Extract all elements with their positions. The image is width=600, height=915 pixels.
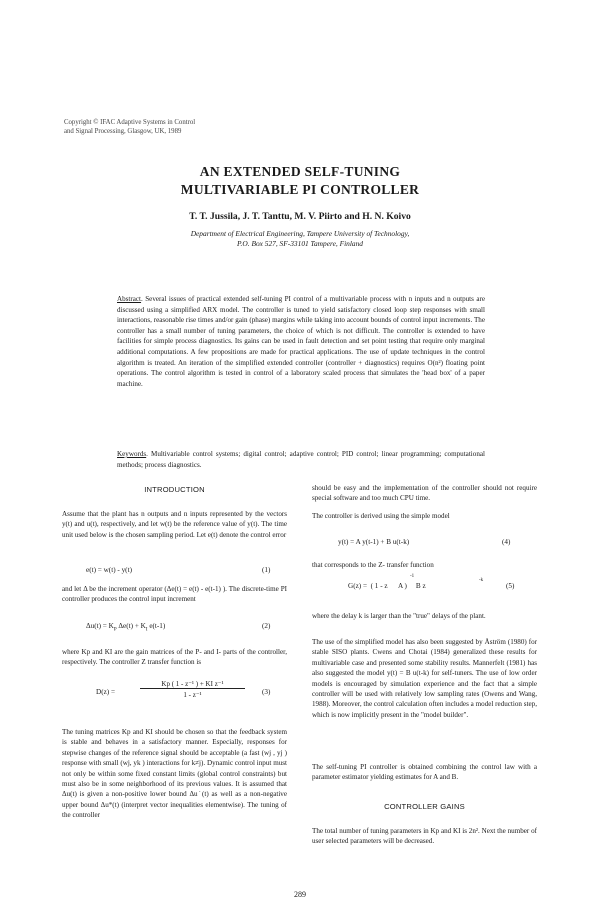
right-paragraph-7: The total number of tuning parameters in Kp and KI is 2n². Next the number of user selected parameters will be decreased. — [312, 827, 537, 846]
equation-2 — [86, 622, 165, 632]
equation-2-sub-p: P — [113, 627, 117, 633]
copyright-notice — [64, 119, 324, 136]
equation-3-fraction-bar — [140, 688, 245, 689]
equation-2-part-a: Δu(t) = K — [86, 622, 114, 630]
section-heading-controller-gains: CONTROLLER GAINS — [384, 802, 465, 811]
copyright-line-2: and Signal Processing, Glasgow, UK, 1989 — [64, 127, 182, 135]
equation-3-numerator: Kp ( 1 - z⁻¹ ) + KI z⁻¹ — [161, 680, 224, 688]
paper-title-line-1: AN EXTENDED SELF-TUNING — [199, 164, 401, 179]
right-paragraph-4: where the delay k is larger than the "true" delays of the plant. — [312, 612, 486, 620]
equation-2-sub-i: I — [145, 627, 148, 633]
right-paragraph-2: The controller is derived using the simple model — [312, 512, 450, 520]
abstract-text: . Several issues of practical extended self-tuning PI control of a multivariable process with n inputs and n outputs are discussed using a simplified ARX model. The controller is tuned to yield satisfactory closed loop step responses with small interactions, reasonable rise times and/or gain (phase) margins while taking into account bounds of control input increments. The controller has a small number of tuning parameters, the choice of which is not difficult. The controller is extended to have facilities for simple process diagnostics. Its gains can be used in fault detection and set point testing that require only marginal additional computations. A few propositions are made for practical applications. The use of update techniques in the control algorithm is treated. An iteration of the simplified extended controller (controller + diagnostics) requires O(n²) floating point operations. The control algorithm is tested in control of a laboratory scaled process that simulates the 'head box' of a paper machine. — [117, 295, 485, 388]
right-paragraph-5: The use of the simplified model has also been suggested by Åström (1980) for stable SISO plants. Cwens and Chotai (1984) generalized these results for multivariable case and presented some stability results. Mannerfelt (1981) has also suggested the model y(t) = B u(t-k) for self-tuners. The use of low order models is encouraged by simulation experience and the fact that a simple controller will be used with relatively low sampling rates (Owens and Wang, 1988). Moreover, the control calculation often includes a model reduction step, which is now implicitly present in the "model builder". — [312, 638, 537, 719]
equation-2-part-c: e(t-1) — [147, 622, 166, 630]
page-number: 289 — [294, 890, 306, 899]
right-paragraph-3: that corresponds to the Z- transfer function — [312, 561, 434, 569]
equation-5-superscript-2: -k — [479, 578, 484, 583]
abstract-label: Abstract — [117, 295, 142, 303]
section-heading-introduction: INTRODUCTION — [144, 485, 205, 494]
equation-5: G(z) = ( 1 - z A ) B z — [348, 582, 426, 590]
equation-5-superscript-1: -1 — [410, 574, 415, 579]
author-list: T. T. Jussila, J. T. Tanttu, M. V. Piirto and H. N. Koivo — [189, 211, 411, 222]
equation-3-denominator: 1 - z⁻¹ — [183, 691, 202, 699]
equation-3-lhs: D(z) = — [96, 688, 116, 696]
keywords-label: Keywords — [117, 450, 147, 458]
equation-2-number: (2) — [262, 622, 271, 630]
equation-4-number: (4) — [502, 538, 511, 546]
keywords — [117, 449, 485, 470]
equation-3-number: (3) — [262, 688, 271, 696]
intro-paragraph-4: The tuning matrices Kp and KI should be chosen so that the feedback system is stable and behaves in a satisfactory manner. Especially, responses for stepwise changes of the reference signal should be acceptable (a fast (wj , yj ) response with small (wj, yk ) interactions for k≠j). Dynamic control input must not only be within some fixed constant limits (global control constraints) but must also be in some neighborhood of its previous values. It is assumed that Δu(t) is given a non-positive lower bound Δu˙(t) as well as a non-negative upper bound Δu*(t) (interpret vector inequalities elementwise). The tuning of the controller — [62, 728, 287, 820]
paper-title-line-2: MULTIVARIABLE PI CONTROLLER — [180, 182, 420, 197]
right-paragraph-1: should be easy and the implementation of the controller should not require special software and too much CPU time. — [312, 484, 537, 503]
abstract — [117, 294, 485, 389]
intro-paragraph-2: and let Δ be the increment operator (Δe(t) = e(t) - e(t-1) ). The discrete-time PI controller produces the control input increment — [62, 585, 287, 604]
equation-1: e(t) = w(t) - y(t) — [86, 566, 132, 574]
intro-paragraph-1: Assume that the plant has n outputs and n inputs represented by the vectors y(t) and u(t), respectively, and let w(t) be the reference value of y(t). The time unit used below is the chosen sampling period. Let e(t) denote the control error — [62, 510, 287, 539]
equation-2-part-b: Δe(t) + K — [116, 622, 146, 630]
equation-4: y(t) = A y(t-1) + B u(t-k) — [338, 538, 410, 546]
affiliation-line-1: Department of Electrical Engineering, Tampere University of Technology, — [190, 229, 410, 238]
equation-5-number: (5) — [506, 582, 515, 590]
intro-paragraph-3: where Kp and KI are the gain matrices of the P- and I- parts of the controller, respectively. The controller Z transfer function is — [62, 648, 287, 667]
copyright-line-1: Copyright © IFAC Adaptive Systems in Control — [64, 119, 196, 126]
keywords-text: . Multivariable control systems; digital control; adaptive control; PID control; linear programming; computational methods; process diagnostics. — [117, 450, 485, 469]
affiliation-line-2: P.O. Box 527, SF-33101 Tampere, Finland — [237, 239, 363, 248]
equation-1-number: (1) — [262, 566, 271, 574]
right-paragraph-6: The self-tuning PI controller is obtained combining the control law with a parameter estimator yielding estimates for A and B. — [312, 763, 537, 782]
equation-3-fraction — [140, 680, 245, 699]
